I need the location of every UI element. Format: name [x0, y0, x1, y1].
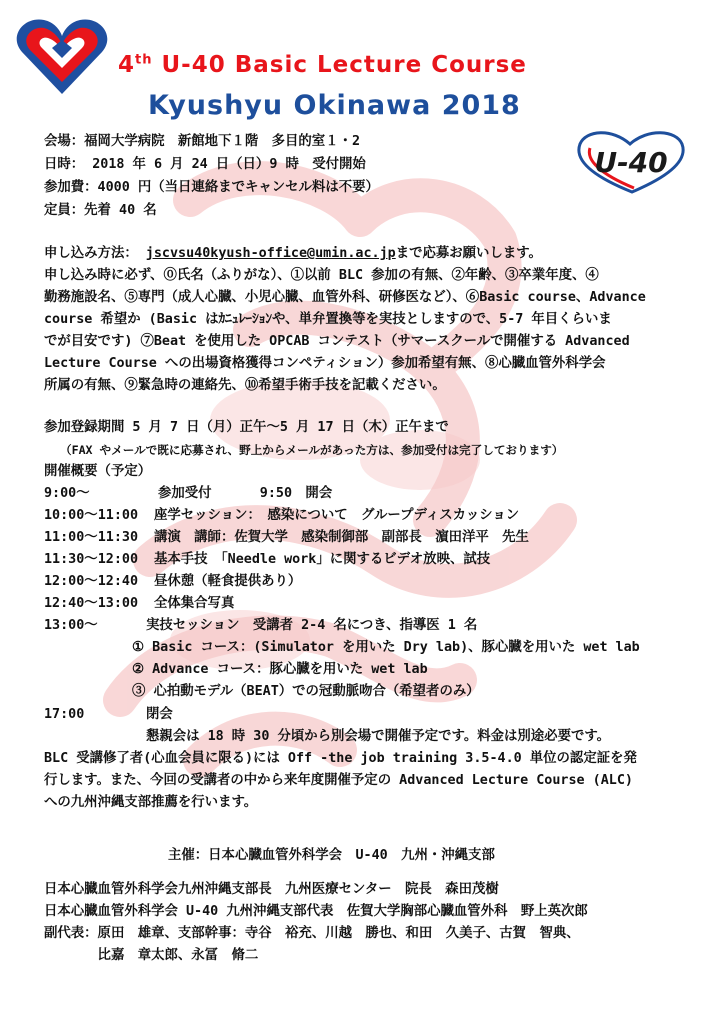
- application-method: [44, 244, 542, 264]
- schedule-desc: 座学セッション： 感染について グループディスカッション: [154, 508, 520, 523]
- method-suffix: まで応募お願いします。: [395, 246, 542, 261]
- certificate-line: BLC 受講修了者(心血会員に限る)には Off -the job training 3.5-4.0 単位の認定証を発: [44, 751, 637, 766]
- certificate-line: への九州沖縄支部推薦を行います。: [44, 795, 258, 810]
- schedule-desc: 昼休憩（軽食提供あり）: [154, 574, 302, 589]
- datetime-line: 日時： 2018 年 6 月 24 日（日）9 時 受付開始: [44, 157, 366, 172]
- course-item: ② Advance コース：豚心臓を用いた wet lab: [132, 662, 428, 677]
- title-rest: U-40 Basic Lecture Course: [152, 52, 527, 78]
- registration-period: 参加登録期間 5 月 7 日（月）正午〜5 月 17 日（木）正午まで: [44, 420, 449, 435]
- schedule-time: 11:00〜11:30: [44, 530, 139, 545]
- application-line: 所属の有無、⑨緊急時の連絡先、⑩希望手術手技を記載ください。: [44, 378, 446, 393]
- schedule-desc: 実技セッション 受講者 2-4 名につき、指導医 1 名: [146, 618, 478, 633]
- schedule-desc: 全体集合写真: [154, 596, 235, 611]
- application-line: でが目安です) ⑦Beat を使用した OPCAB コンテスト（サマースクールで開催する Advanced: [44, 334, 630, 349]
- schedule-time: 13:00〜: [44, 618, 98, 633]
- fee-line: 参加費：4000 円（当日連絡までキャンセル料は不要）: [44, 180, 379, 195]
- title-prefix: 4: [118, 52, 136, 78]
- application-line: 申し込み時に必ず、⓪氏名（ふりがな）、①以前 BLC 参加の有無、②年齢、③卒業年度、④: [44, 268, 599, 283]
- party-info: 懇親会は 18 時 30 分頃から別会場で開催予定です。料金は別途必要です。: [146, 729, 611, 744]
- schedule-time: 12:40〜13:00: [44, 596, 139, 611]
- venue-line: 会場：福岡大学病院 新館地下１階 多目的室１・2: [44, 134, 361, 149]
- schedule-desc: 基本手技 「Needle work」に関するビデオ放映、試技: [154, 552, 491, 567]
- certificate-line: 行します。また、今回の受講者の中から来年度開催予定の Advanced Lecture Course (ALC): [44, 773, 633, 788]
- application-line: course 希望か (Basic はｶﾆｭﾚｰｼｮﾝや、単弁置換等を実技としますので、5-7 年目くらいま: [44, 312, 612, 327]
- u40-badge-icon: [572, 126, 690, 196]
- course-subtitle: Kyushyu Okinawa 2018: [148, 90, 521, 121]
- schedule-time: 9:00〜: [44, 486, 90, 501]
- application-line: Lecture Course への出場資格獲得コンペティション）参加希望有無、⑧心臓血管外科学会: [44, 356, 606, 371]
- schedule-desc: 講演 講師：佐賀大学 感染制御部 副部長 濵田洋平 先生: [154, 530, 529, 545]
- u40-badge-text: U-40: [594, 146, 668, 179]
- email-link[interactable]: jscvsu40kyush-office@umin.ac.jp: [145, 246, 396, 261]
- overview-heading: 開催概要（予定）: [44, 464, 152, 479]
- organizer-line: 比嘉 章太郎、永冨 脩二: [44, 948, 259, 963]
- application-line: 勤務施設名、⑤専門（成人心臓、小児心臓、血管外科、研修医など）、⑥Basic course、Advance: [44, 290, 646, 305]
- course-item: ③ 心拍動モデル（BEAT）での冠動脈吻合（希望者のみ）: [132, 684, 480, 699]
- title-sup: th: [135, 52, 153, 68]
- course-title: [118, 52, 618, 78]
- capacity-line: 定員：先着 40 名: [44, 203, 157, 218]
- course-item: ① Basic コース：(Simulator を用いた Dry lab)、豚心臓を用いた wet lab: [132, 640, 640, 655]
- organizer-line: 副代表：原田 雄章、支部幹事：寺谷 裕充、川越 勝也、和田 久美子、古賀 智典、: [44, 926, 580, 941]
- schedule-time: 12:00〜12:40: [44, 574, 139, 589]
- organizer-line: 日本心臓血管外科学会九州沖縄支部長 九州医療センター 院長 森田茂樹: [44, 882, 499, 897]
- schedule-desc: 参加受付 9:50 開会: [158, 486, 333, 501]
- organizer-line: 日本心臓血管外科学会 U-40 九州沖縄支部代表 佐賀大学胸部心臓血管外科 野上英次郎: [44, 904, 588, 919]
- closing-label: 閉会: [146, 707, 173, 722]
- closing-time: 17:00: [44, 707, 85, 722]
- schedule-time: 11:30〜12:00: [44, 552, 139, 567]
- heart-logo-icon: [14, 14, 110, 98]
- registration-note: （FAX やメールで既に応募され、野上からメールがあった方は、参加受付は完了しております）: [60, 443, 564, 457]
- schedule-time: 10:00〜11:00: [44, 508, 139, 523]
- method-label: 申し込み方法：: [44, 246, 146, 261]
- host-line: 主催：日本心臓血管外科学会 U-40 九州・沖縄支部: [168, 848, 495, 863]
